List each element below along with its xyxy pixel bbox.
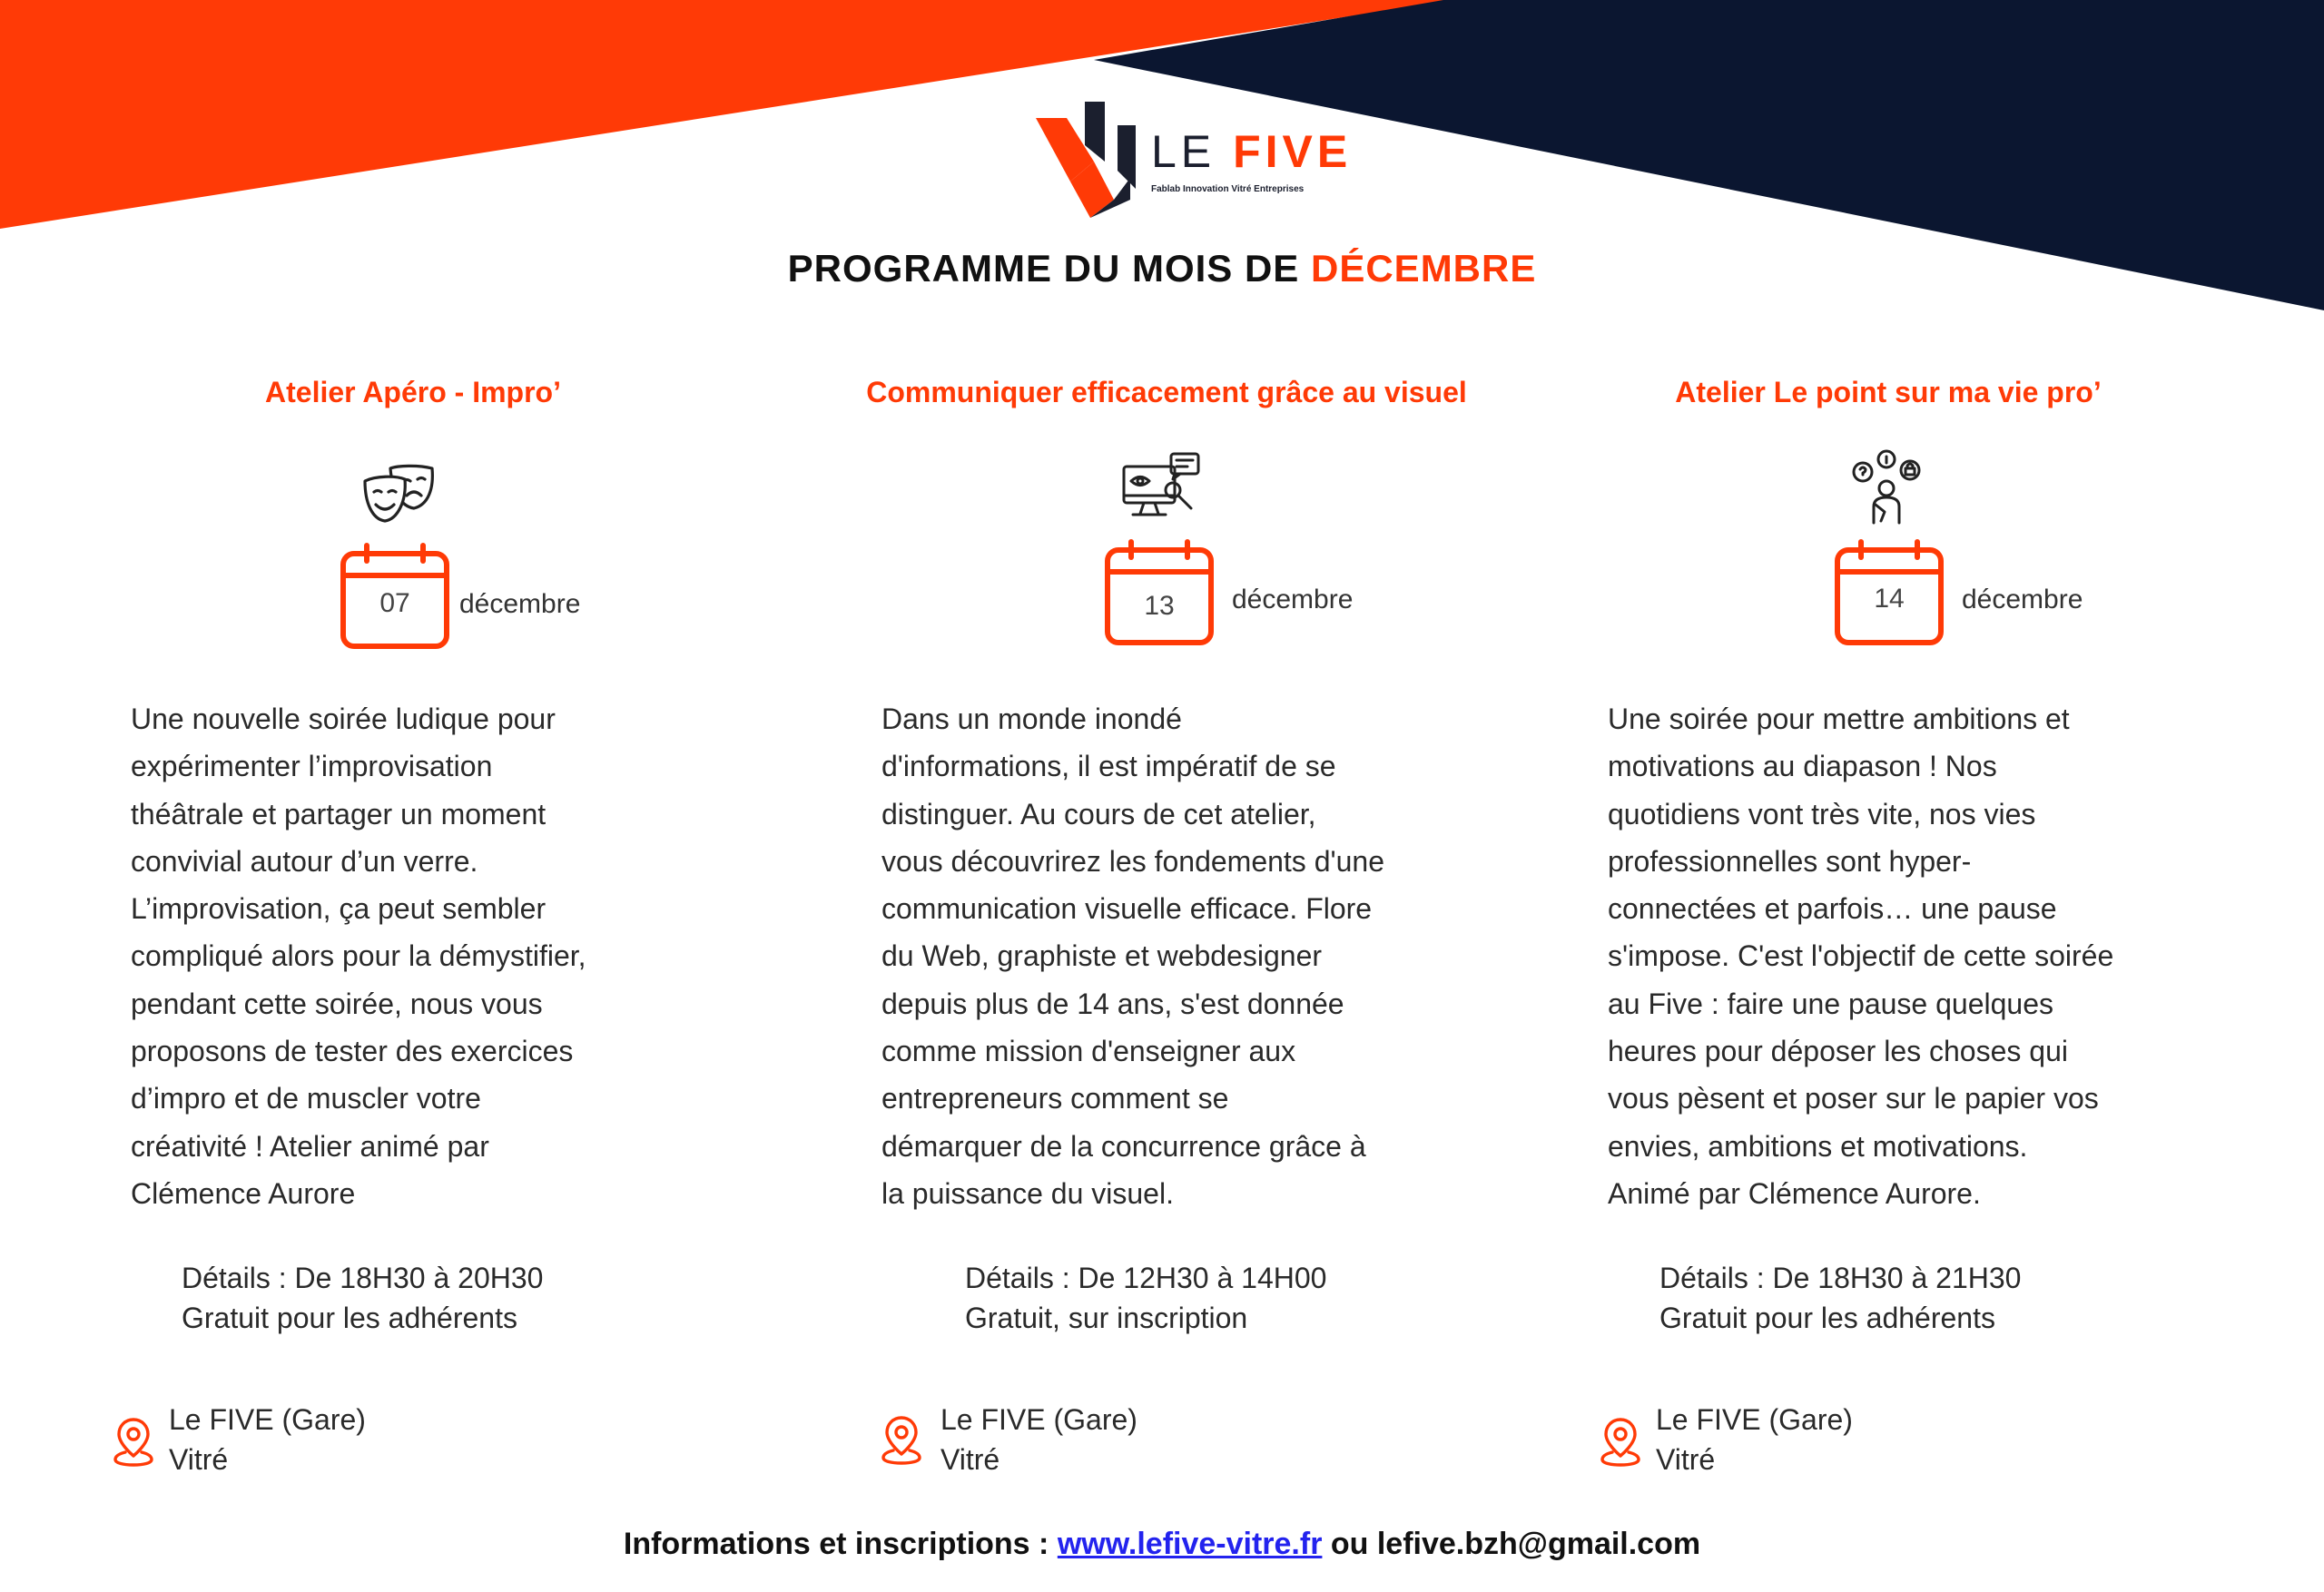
- location-name: Le FIVE (Gare): [1656, 1403, 1853, 1436]
- event-details-time: Détails : De 18H30 à 20H30: [182, 1262, 544, 1294]
- event-title: Atelier Le point sur ma vie pro’: [1675, 376, 2102, 408]
- event-month: décembre: [1232, 585, 1354, 614]
- event-day: 14: [1874, 584, 1905, 614]
- event-card-1: [54, 0, 772, 1592]
- location-pin-icon: [113, 1416, 154, 1467]
- logo-tagline: Fablab Innovation Vitré Entreprises: [1151, 184, 1305, 194]
- contact-email: lefive.bzh@gmail.com: [1376, 1527, 1701, 1561]
- event-title: Atelier Apéro - Impro’: [265, 376, 561, 408]
- event-details-price: Gratuit, sur inscription: [965, 1302, 1248, 1334]
- location-name: Le FIVE (Gare): [169, 1403, 366, 1436]
- location-city: Vitré: [169, 1443, 229, 1476]
- event-description: Une soirée pour mettre ambitions et motivations au diapason ! Nos quotidiens vont très vite, nos vies professionnelles sont hyper- connectées et parfois… une pause s'impose. C'est l'objectif de cette soirée au Five : faire une pause quelques heures pour déposer les choses qui vous pèsent et poser sur le papier vos envies, ambitions et motivations. Animé par Clémence Aurore.: [1608, 703, 2114, 1210]
- event-details-price: Gratuit pour les adhérents: [1659, 1302, 1995, 1334]
- contact-footer: Informations et inscriptions : www.lefive-vitre.fr ou lefive.bzh@gmail.com: [623, 1527, 1701, 1561]
- logo-wordmark: LE FIVE: [1151, 126, 1353, 177]
- event-details-time: Détails : De 18H30 à 21H30: [1659, 1262, 2022, 1294]
- event-description: Dans un monde inondé d'informations, il est impératif de se distinguer. Au cours de cet atelier, vous découvrirez les fondements d'une communication visuelle efficace. Flore du Web, graphiste et webdesigner depuis plus de 14 ans, s'est donnée comme mission d'enseigner aux entrepreneurs comment se démarquer de la concurrence grâce à la puissance du visuel.: [881, 703, 1384, 1210]
- event-month: décembre: [459, 589, 581, 619]
- location-pin-icon: [881, 1414, 922, 1465]
- location-name: Le FIVE (Gare): [940, 1403, 1137, 1436]
- event-card-3: [1543, 0, 2233, 1592]
- event-details-price: Gratuit pour les adhérents: [182, 1302, 517, 1334]
- theater-masks-icon: [359, 461, 438, 525]
- event-description: Une nouvelle soirée ludique pour expérimenter l’improvisation théâtrale et partager un moment convivial autour d’un verre. L’improvisation, ça peut sembler compliqué alors pour la démystifier, pendant cette soirée, nous vous proposons de tester des exercices d’impro et de muscler votre créativité ! Atelier animé par Clémence Aurore: [131, 703, 586, 1210]
- location-pin-icon: [1600, 1416, 1641, 1467]
- event-details-time: Détails : De 12H30 à 14H00: [965, 1262, 1327, 1294]
- website-link[interactable]: www.lefive-vitre.fr: [1057, 1527, 1323, 1561]
- location-city: Vitré: [1656, 1443, 1716, 1476]
- thinking-person-icon: [1850, 448, 1928, 525]
- visual-communication-icon: [1120, 450, 1202, 519]
- event-card-2: [803, 0, 1530, 1592]
- event-day: 13: [1144, 591, 1175, 621]
- event-month: décembre: [1962, 585, 2083, 614]
- page-title: PROGRAMME DU MOIS DE DÉCEMBRE: [787, 247, 1537, 290]
- event-day: 07: [379, 588, 410, 618]
- event-title: Communiquer efficacement grâce au visuel: [866, 376, 1467, 408]
- location-city: Vitré: [940, 1443, 1000, 1476]
